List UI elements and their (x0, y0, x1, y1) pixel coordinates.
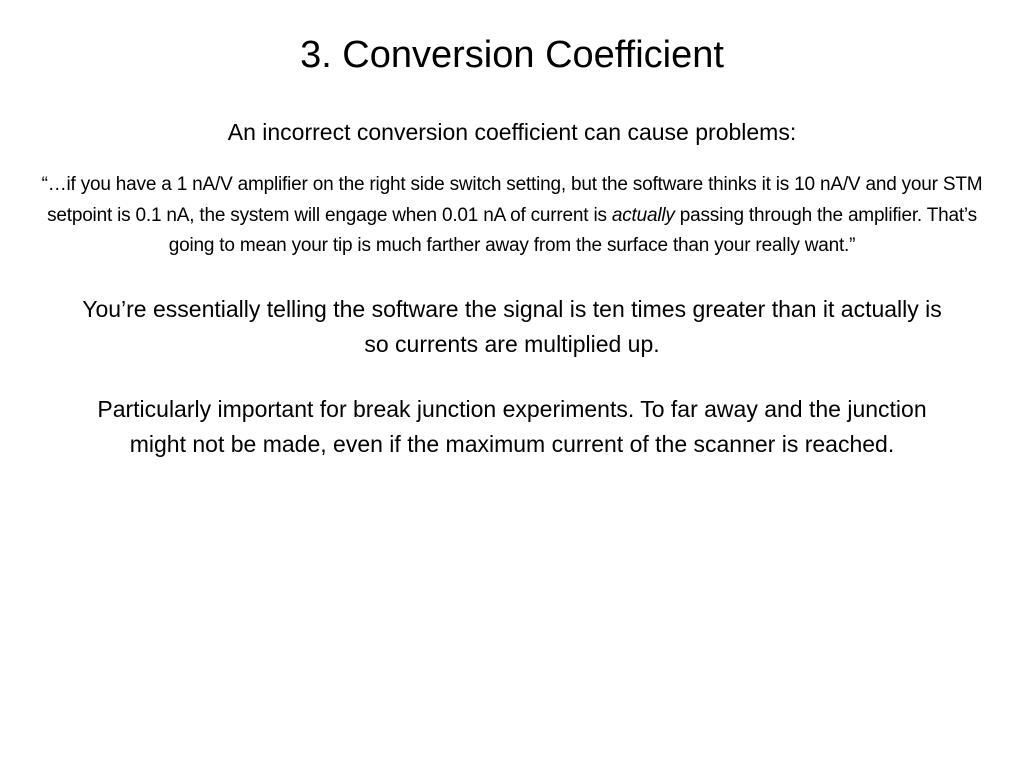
quote-emphasis: actually (611, 204, 675, 226)
slide-body (40, 116, 984, 492)
slide-title: 3. Conversion Coefficient (300, 34, 724, 76)
break-junction-paragraph: Particularly important for break junction experiments. To far away and the junction might not be made, even if the maximum current of the scanner is reached. (97, 395, 927, 457)
quote-text-start: “…if you have a 1 nA/V amplifier on the right side switch setting, but the software thinks it is 10 nA/V and your STM setpoint is 0.1 nA, the system will engage when 0.01 nA of current is (41, 174, 983, 226)
quote-text-end: passing through the amplifier. That’s going to mean your tip is much farther away from the surface than your really want.” (168, 204, 977, 256)
slide-subtitle: An incorrect conversion coefficient can cause problems: (227, 119, 797, 145)
quote-paragraph (40, 170, 984, 262)
explanation-paragraph: You’re essentially telling the software the signal is ten times greater than it actually is so currents are multiplied up. (82, 295, 942, 357)
